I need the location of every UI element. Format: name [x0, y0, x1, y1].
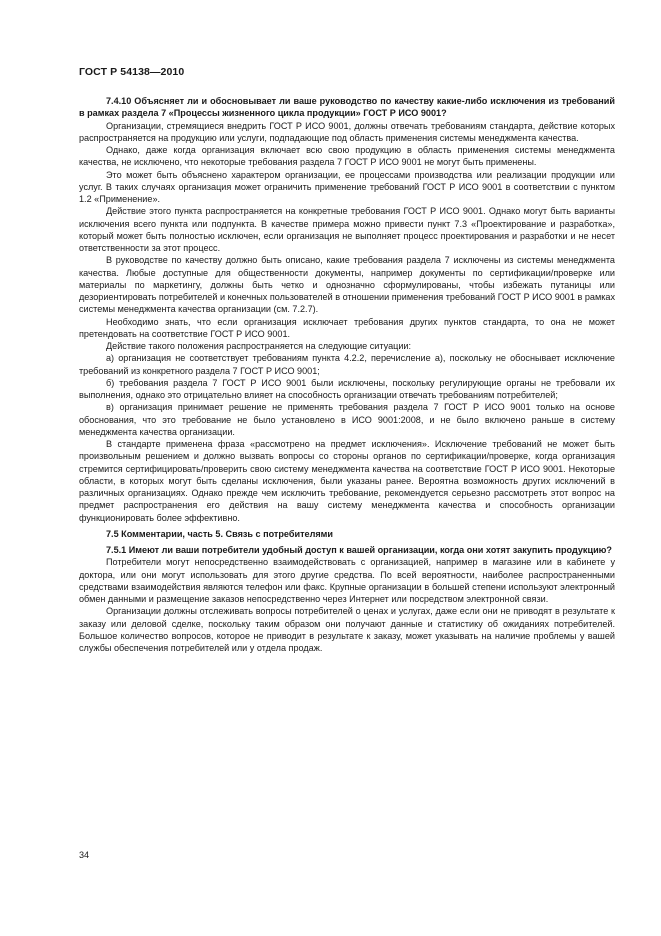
list-item-c: в) организация принимает решение не применять требования раздела 7 ГОСТ Р ИСО 9001 только на основе обоснования, что это требование не было установлено в ИСО 9001:2008, и не было включено раньше в систему менеджмента качества организации. [79, 402, 615, 437]
subsection-heading-7-5-1: 7.5.1 Имеют ли ваши потребители удобный доступ к вашей организации, когда они хотят закупить продукцию? [106, 545, 612, 555]
list-item-a: а) организация не соответствует требованиям пункта 4.2.2, перечисление а), поскольку не обоснывает исключение требований из конкретного раздела 7 ГОСТ Р ИСО 9001; [79, 353, 615, 376]
page-number: 34 [79, 850, 90, 860]
paragraph: В руководстве по качеству должно быть описано, какие требования раздела 7 исключены из системы менеджмента качества. Любые доступные для общественности документы, например документы по сертификации/проверке или материалы по маркетингу, должны быть четко и однозначно сформулированы, чтобы избежать путаницы или дезориентировать потребителей и конечных пользователей в отношении применения требований ГОСТ Р ИСО 9001 в рамках системы менеджмента качества организации (см. 7.2.7). [79, 255, 615, 315]
paragraph: В стандарте применена фраза «рассмотрено на предмет исключения». Исключение требований не может быть произвольным решением и должно вызвать вопросы со стороны органов по сертификации/проверке, когда организация стремится сертифицировать/проверить свою систему менеджмента качества на соответствие ГОСТ Р ИСО 9001. Некоторые области, в которых могут быть сделаны исключения, были указаны ранее. Вероятна возможность других исключений в различных организациях. Однако прежде чем исключить требование, рекомендуется серьезно рассмотреть этот вопрос на предмет распространения его действия на вашу систему менеджмента качества и способность организации функционировать более эффективно. [79, 439, 615, 523]
document-body [79, 95, 615, 654]
paragraph: Действие такого положения распространяется на следующие ситуации: [106, 341, 412, 351]
paragraph: Организации должны отслеживать вопросы потребителей о ценах и услугах, даже если они не приводят в результате к заказу или деловой сделке, поскольку таким образом они получают данные и статистику об ожиданиях потребителей. Большое количество вопросов, которое не приводит в результате к заказу, может указывать на наличие проблемы у вашей службы обеспечения потребителей или у отдела продаж. [79, 606, 615, 653]
paragraph: Потребители могут непосредственно взаимодействовать с организацией, например в магазине или в кабинете у доктора, или они могут использовать для этого другие средства. По всей вероятности, наиболее распространенными средствами взаимодействия являются телефон или факс. Крупные организации в большей степени используют электронный обмен данными и размещение заказов непосредственно через Интернет или посредством электронной связи. [79, 557, 615, 604]
subsection-heading-7-4-10: 7.4.10 Объясняет ли и обосновывает ли ваше руководство по качеству какие-либо исключения из требований в рамках раздела 7 «Процессы жизненного цикла продукции» ГОСТ Р ИСО 9001? [79, 96, 615, 119]
paragraph: Необходимо знать, что если организация исключает требования других пунктов стандарта, то она не может претендовать на соответствие ГОСТ Р ИСО 9001. [79, 316, 615, 339]
paragraph: Однако, даже когда организация включает всю свою продукцию в область применения системы менеджмента качества, не исключено, что некоторые требования раздела 7 ГОСТ Р ИСО 9001 не могут быть применены. [79, 145, 615, 168]
list-item-b: б) требования раздела 7 ГОСТ Р ИСО 9001 были исключены, поскольку регулирующие органы не требовали их выполнения, однако это отрицательно влияет на способность организации отвечать требованиям потребителей; [79, 377, 615, 400]
document-header: ГОСТ Р 54138—2010 [79, 66, 185, 78]
paragraph: Действие этого пункта распространяется на конкретные требования ГОСТ Р ИСО 9001. Однако могут быть варианты исключения всего пункта или подпункта. В качестве примера можно привести пункт 7.3 «Проектирование и разработка», который может быть полностью исключен, если организация не выполняет процесс проектирования и разработки и не несет ответственности за этот процесс. [79, 206, 615, 253]
section-heading-7-5: 7.5 Комментарии, часть 5. Связь с потребителями [106, 528, 333, 539]
paragraph: Это может быть объяснено характером организации, ее процессами производства или реализации продукции или услуг. В таких случаях организация может ограничить применение требований ГОСТ Р ИСО 9001 в соответствии с пунктом 1.2 «Применение». [79, 169, 615, 204]
paragraph: Организации, стремящиеся внедрить ГОСТ Р ИСО 9001, должны отвечать требованиям стандарта, действие которых распространяется на продукцию или услуги, подпадающие под область применения системы менеджмента качества. [79, 120, 615, 143]
